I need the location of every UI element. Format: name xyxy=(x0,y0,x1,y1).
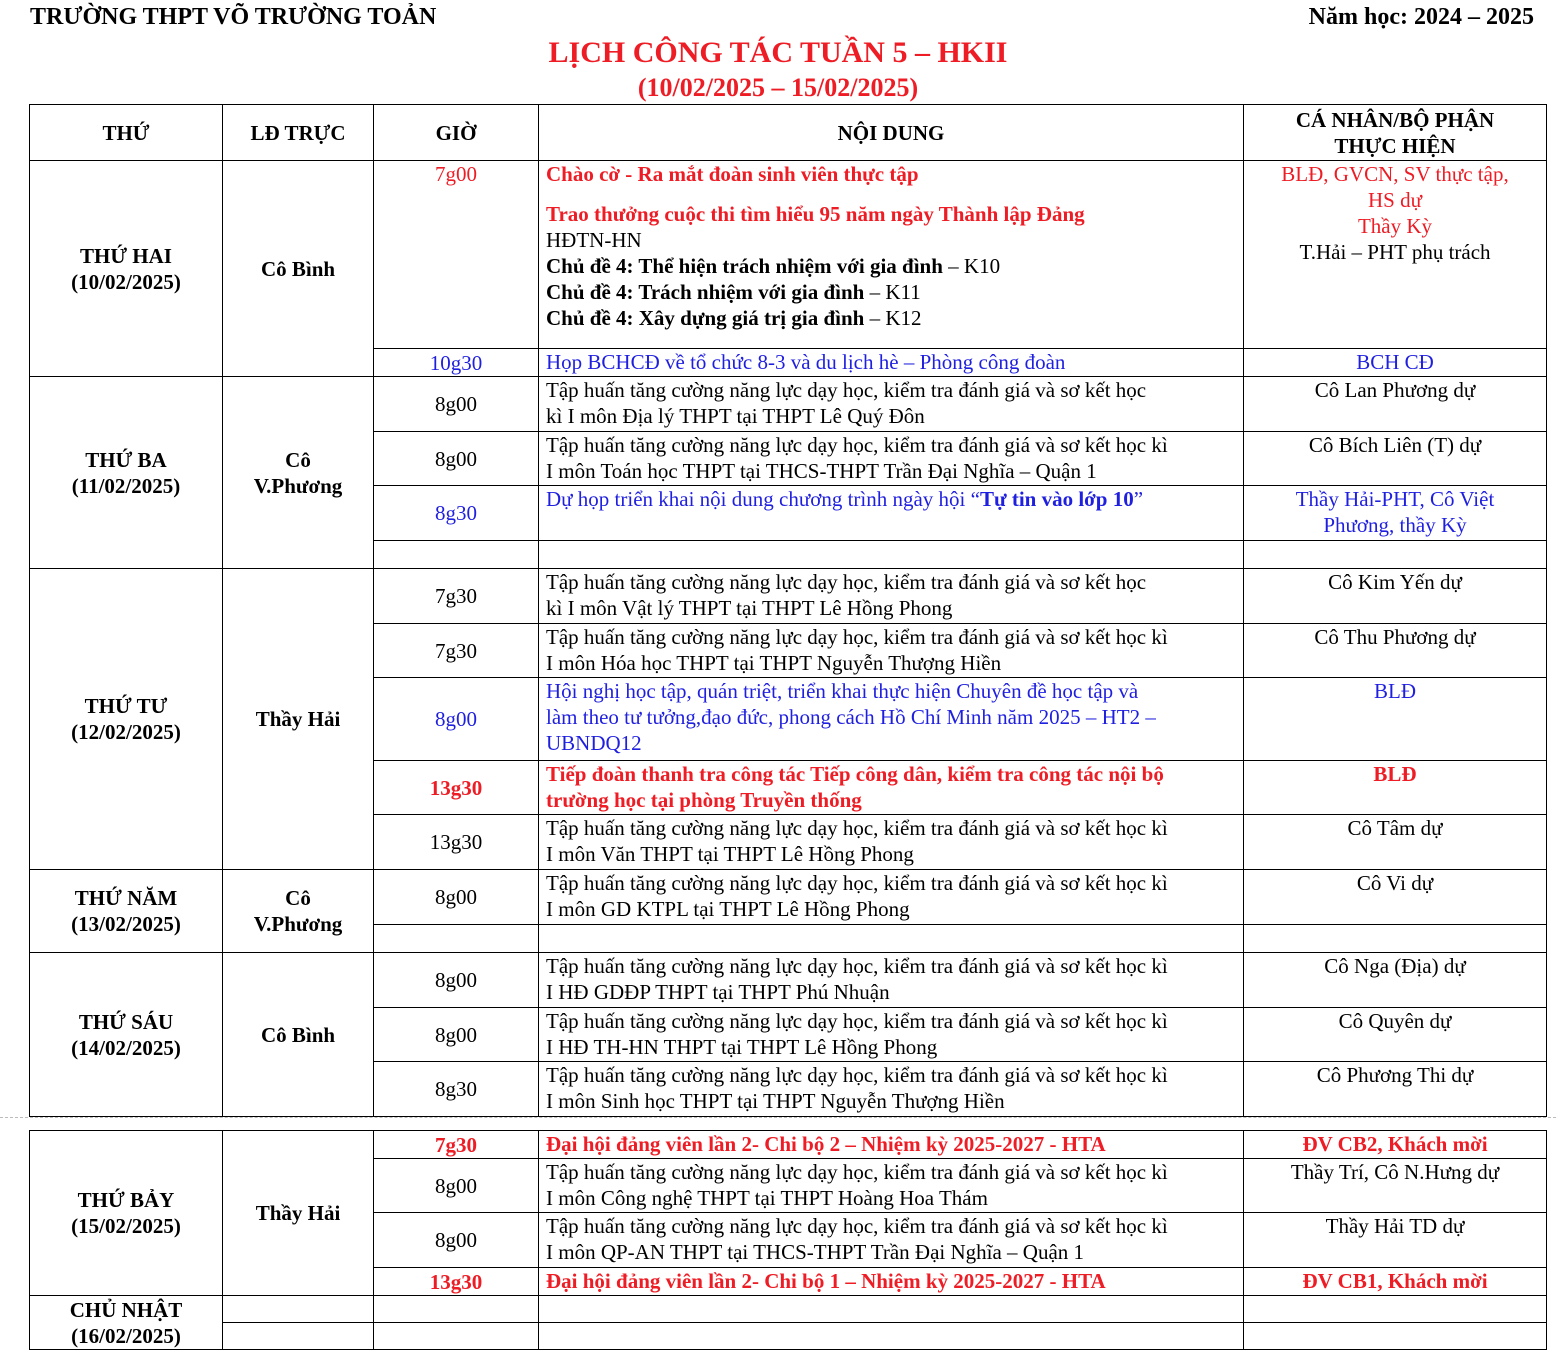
content-line: I HĐ GDĐP THPT tại THPT Phú Nhuận xyxy=(546,980,890,1004)
content-cell xyxy=(539,678,1244,761)
content-line: Tập huấn tăng cường năng lực dạy học, kiểm tra đánh giá và sơ kết học xyxy=(546,570,1147,594)
duty-cell xyxy=(223,870,374,953)
assignee-line: Thầy Kỳ xyxy=(1357,214,1433,238)
content-line: I môn Hóa học THPT tại THPT Nguyễn Thượng Hiền xyxy=(546,651,1002,675)
table-row-empty xyxy=(30,1323,1547,1350)
day-label: CHỦ NHẬT xyxy=(69,1297,183,1322)
table-row xyxy=(30,1296,1547,1323)
assignee-line: Phương, thầy Kỳ xyxy=(1323,513,1467,537)
time-cell: 8g00 xyxy=(374,432,539,486)
content-line: I môn Sinh học THPT tại THPT Nguyễn Thượng Hiền xyxy=(546,1089,1005,1113)
content-line: làm theo tư tưởng,đạo đức, phong cách Hồ Chí Minh năm 2025 – HT2 – xyxy=(546,705,1156,729)
assignee-line: Thầy Hải-PHT, Cô Việt xyxy=(1295,487,1495,511)
content-line: UBNDQ12 xyxy=(546,731,642,755)
content-line: I HĐ TH-HN THPT tại THPT Lê Hồng Phong xyxy=(546,1035,938,1059)
day-date: (15/02/2025) xyxy=(71,1214,181,1238)
assignee-line: BLĐ, GVCN, SV thực tập, xyxy=(1281,162,1509,186)
col-header-gio: GIỜ xyxy=(374,105,539,161)
time-cell: 8g00 xyxy=(374,1008,539,1062)
content-cell xyxy=(539,624,1244,678)
day-date: (10/02/2025) xyxy=(71,269,181,294)
day-label: THỨ TƯ xyxy=(84,694,168,718)
assignee-cell: ĐV CB1, Khách mời xyxy=(1244,1268,1547,1296)
content-line: I môn GD KTPL tại THPT Lê Hồng Phong xyxy=(546,897,910,921)
table-row xyxy=(30,569,1547,624)
day-label: THỨ BẢY xyxy=(77,1188,175,1212)
time-cell: 8g00 xyxy=(374,953,539,1008)
content-cell xyxy=(539,1062,1244,1117)
topic-grade: – K12 xyxy=(864,306,922,330)
time-cell: 10g30 xyxy=(374,349,539,377)
content-cell xyxy=(539,1213,1244,1268)
day-cell-tue xyxy=(30,377,223,569)
day-date: (12/02/2025) xyxy=(71,720,181,744)
date-range: (10/02/2025 – 15/02/2025) xyxy=(637,73,919,102)
topic-grade: – K11 xyxy=(864,280,921,304)
content-line: Trao thưởng cuộc thi tìm hiểu 95 năm ngày Thành lập Đảng xyxy=(546,202,1085,226)
assignee-cell: Cô Kim Yến dự xyxy=(1244,569,1547,624)
content-cell: Họp BCHCĐ về tổ chức 8-3 và du lịch hè – Phòng công đoàn xyxy=(539,349,1244,377)
time-cell: 7g30 xyxy=(374,569,539,624)
empty-cell xyxy=(539,925,1244,953)
content-line: trường học tại phòng Truyền thống xyxy=(546,788,862,812)
assignee-cell: BLĐ xyxy=(1244,678,1547,761)
table-row xyxy=(30,377,1547,432)
assignee-cell: Cô Phương Thi dự xyxy=(1244,1062,1547,1117)
col-header-thu: THỨ xyxy=(30,105,223,161)
assignee-cell: BCH CĐ xyxy=(1244,349,1547,377)
day-date: (11/02/2025) xyxy=(71,473,181,498)
page-break-divider xyxy=(0,1117,1556,1119)
content-line: Tập huấn tăng cường năng lực dạy học, kiểm tra đánh giá và sơ kết học kì xyxy=(546,433,1168,457)
day-cell-fri xyxy=(30,953,223,1117)
empty-cell xyxy=(223,1296,374,1323)
content-line: Tập huấn tăng cường năng lực dạy học, kiểm tra đánh giá và sơ kết học xyxy=(546,378,1147,402)
empty-cell xyxy=(374,1323,539,1350)
col-header-ld-truc: LĐ TRỰC xyxy=(223,105,374,161)
table-row xyxy=(30,953,1547,1008)
assignee-line: HS dự xyxy=(1368,188,1422,212)
duty-cell: Cô Bình xyxy=(223,953,374,1117)
content-line: Tiếp đoàn thanh tra công tác Tiếp công dân, kiểm tra công tác nội bộ xyxy=(546,762,1164,786)
content-line: kì I môn Vật lý THPT tại THPT Lê Hồng Phong xyxy=(546,596,953,620)
empty-cell xyxy=(1244,925,1547,953)
day-cell-sun xyxy=(30,1296,223,1350)
duty-line: V.Phương xyxy=(253,473,343,498)
content-line: Tập huấn tăng cường năng lực dạy học, kiểm tra đánh giá và sơ kết học kì xyxy=(546,1214,1168,1238)
content-line: kì I môn Địa lý THPT tại THPT Lê Quý Đôn xyxy=(546,404,925,428)
empty-cell xyxy=(374,541,539,569)
day-date: (13/02/2025) xyxy=(71,912,181,936)
school-name: TRƯỜNG THPT VÕ TRƯỜNG TOẢN xyxy=(30,4,437,30)
content-part-bold: Tự tin vào lớp 10 xyxy=(979,487,1134,511)
duty-cell xyxy=(223,377,374,569)
time-cell: 7g30 xyxy=(374,624,539,678)
topic-title: Chủ đề 4: Xây dựng giá trị gia đình xyxy=(546,306,865,330)
time-cell: 13g30 xyxy=(374,1268,539,1296)
content-line: Tập huấn tăng cường năng lực dạy học, kiểm tra đánh giá và sơ kết học kì xyxy=(546,1009,1168,1033)
duty-line: Cô xyxy=(285,886,311,910)
day-cell-mon xyxy=(30,161,223,377)
col-header-ca-nhan-line2: THỰC HIỆN xyxy=(1334,133,1456,158)
content-cell xyxy=(539,161,1244,349)
content-cell xyxy=(539,569,1244,624)
content-cell xyxy=(539,815,1244,870)
time-cell: 13g30 xyxy=(374,761,539,815)
day-label: THỨ HAI xyxy=(80,243,172,268)
time-cell: 8g30 xyxy=(374,486,539,541)
school-year: Năm học: 2024 – 2025 xyxy=(1308,4,1534,30)
day-label: THỨ BA xyxy=(85,447,167,472)
assignee-cell: Thầy Hải TD dự xyxy=(1244,1213,1547,1268)
schedule-table xyxy=(29,104,1547,1117)
content-cell xyxy=(539,1008,1244,1062)
assignee-cell: Cô Lan Phương dự xyxy=(1244,377,1547,432)
assignee-cell: Cô Tâm dự xyxy=(1244,815,1547,870)
time-cell: 13g30 xyxy=(374,815,539,870)
content-line: Tập huấn tăng cường năng lực dạy học, kiểm tra đánh giá và sơ kết học kì xyxy=(546,954,1168,978)
time-cell: 8g00 xyxy=(374,678,539,761)
content-line: I môn Toán học THPT tại THCS-THPT Trần Đại Nghĩa – Quận 1 xyxy=(546,459,1097,483)
day-date: (14/02/2025) xyxy=(71,1035,181,1060)
content-line: Tập huấn tăng cường năng lực dạy học, kiểm tra đánh giá và sơ kết học kì xyxy=(546,1160,1168,1184)
duty-line: V.Phương xyxy=(253,912,343,936)
empty-cell xyxy=(1244,1323,1547,1350)
table-row xyxy=(30,1131,1547,1159)
time-cell: 8g00 xyxy=(374,1213,539,1268)
content-cell xyxy=(539,870,1244,925)
empty-cell xyxy=(539,541,1244,569)
duty-cell: Thầy Hải xyxy=(223,569,374,870)
day-date: (16/02/2025) xyxy=(71,1323,181,1348)
assignee-cell: Cô Vi dự xyxy=(1244,870,1547,925)
content-line: I môn Văn THPT tại THPT Lê Hồng Phong xyxy=(546,842,914,866)
content-cell xyxy=(539,1159,1244,1213)
assignee-cell: Cô Thu Phương dự xyxy=(1244,624,1547,678)
content-cell: Đại hội đảng viên lần 2- Chi bộ 1 – Nhiệm kỳ 2025-2027 - HTA xyxy=(539,1268,1244,1296)
day-label: THỨ NĂM xyxy=(74,886,178,910)
content-line: Chào cờ - Ra mắt đoàn sinh viên thực tập xyxy=(546,162,919,186)
col-header-ca-nhan xyxy=(1244,105,1547,161)
assignee-cell: BLĐ xyxy=(1244,761,1547,815)
duty-line: Cô xyxy=(285,447,311,472)
content-line: Tập huấn tăng cường năng lực dạy học, kiểm tra đánh giá và sơ kết học kì xyxy=(546,1063,1168,1087)
day-cell-wed xyxy=(30,569,223,870)
topic-title: Chủ đề 4: Trách nhiệm với gia đình xyxy=(546,280,865,304)
topic-grade: – K10 xyxy=(942,254,1001,278)
content-cell xyxy=(539,432,1244,486)
assignee-cell: ĐV CB2, Khách mời xyxy=(1244,1131,1547,1159)
empty-cell xyxy=(374,1296,539,1323)
time-cell: 8g30 xyxy=(374,1062,539,1117)
topic-title: Chủ đề 4: Thể hiện trách nhiệm với gia đình xyxy=(546,254,943,278)
table-header-row xyxy=(30,105,1547,161)
col-header-ca-nhan-line1: CÁ NHÂN/BỘ PHẬN xyxy=(1295,107,1495,132)
content-line: Tập huấn tăng cường năng lực dạy học, kiểm tra đánh giá và sơ kết học kì xyxy=(546,871,1168,895)
empty-cell xyxy=(374,925,539,953)
content-line: Hội nghị học tập, quán triệt, triển khai thực hiện Chuyên đề học tập và xyxy=(546,679,1139,703)
assignee-cell: Cô Nga (Địa) dự xyxy=(1244,953,1547,1008)
assignee-cell xyxy=(1244,161,1547,349)
content-cell xyxy=(539,761,1244,815)
content-part: Dự họp triển khai nội dung chương trình ngày hội “ xyxy=(546,487,980,511)
time-cell: 8g00 xyxy=(374,870,539,925)
day-cell-sat xyxy=(30,1131,223,1296)
col-header-noi-dung: NỘI DUNG xyxy=(539,105,1244,161)
content-line: Tập huấn tăng cường năng lực dạy học, kiểm tra đánh giá và sơ kết học kì xyxy=(546,625,1168,649)
empty-cell xyxy=(1244,1296,1547,1323)
day-label: THỨ SÁU xyxy=(78,1009,174,1034)
table-row xyxy=(30,161,1547,349)
schedule-table-continued xyxy=(29,1130,1547,1350)
duty-cell: Cô Bình xyxy=(223,161,374,377)
assignee-cell: Thầy Trí, Cô N.Hưng dự xyxy=(1244,1159,1547,1213)
empty-cell xyxy=(539,1296,1244,1323)
content-line: HĐTN-HN xyxy=(546,228,642,252)
content-cell xyxy=(539,953,1244,1008)
assignee-cell xyxy=(1244,486,1547,541)
time-cell: 7g30 xyxy=(374,1131,539,1159)
time-cell: 8g00 xyxy=(374,1159,539,1213)
empty-cell xyxy=(1244,541,1547,569)
duty-cell: Thầy Hải xyxy=(223,1131,374,1296)
assignee-line: T.Hải – PHT phụ trách xyxy=(1299,240,1491,264)
time-cell: 7g00 xyxy=(374,161,539,349)
assignee-cell: Cô Quyên dự xyxy=(1244,1008,1547,1062)
content-cell xyxy=(539,377,1244,432)
empty-cell xyxy=(539,1323,1244,1350)
content-part: ” xyxy=(1133,487,1144,511)
page-title: LỊCH CÔNG TÁC TUẦN 5 – HKII xyxy=(548,36,1008,69)
content-cell xyxy=(539,486,1244,541)
time-cell: 8g00 xyxy=(374,377,539,432)
assignee-cell: Cô Bích Liên (T) dự xyxy=(1244,432,1547,486)
empty-cell xyxy=(223,1323,374,1350)
content-line: I môn Công nghệ THPT tại THPT Hoàng Hoa Thám xyxy=(546,1186,988,1210)
content-line: I môn QP-AN THPT tại THCS-THPT Trần Đại Nghĩa – Quận 1 xyxy=(546,1240,1085,1264)
content-line: Tập huấn tăng cường năng lực dạy học, kiểm tra đánh giá và sơ kết học kì xyxy=(546,816,1168,840)
content-cell: Đại hội đảng viên lần 2- Chi bộ 2 – Nhiệm kỳ 2025-2027 - HTA xyxy=(539,1131,1244,1159)
day-cell-thu xyxy=(30,870,223,953)
table-row xyxy=(30,870,1547,925)
